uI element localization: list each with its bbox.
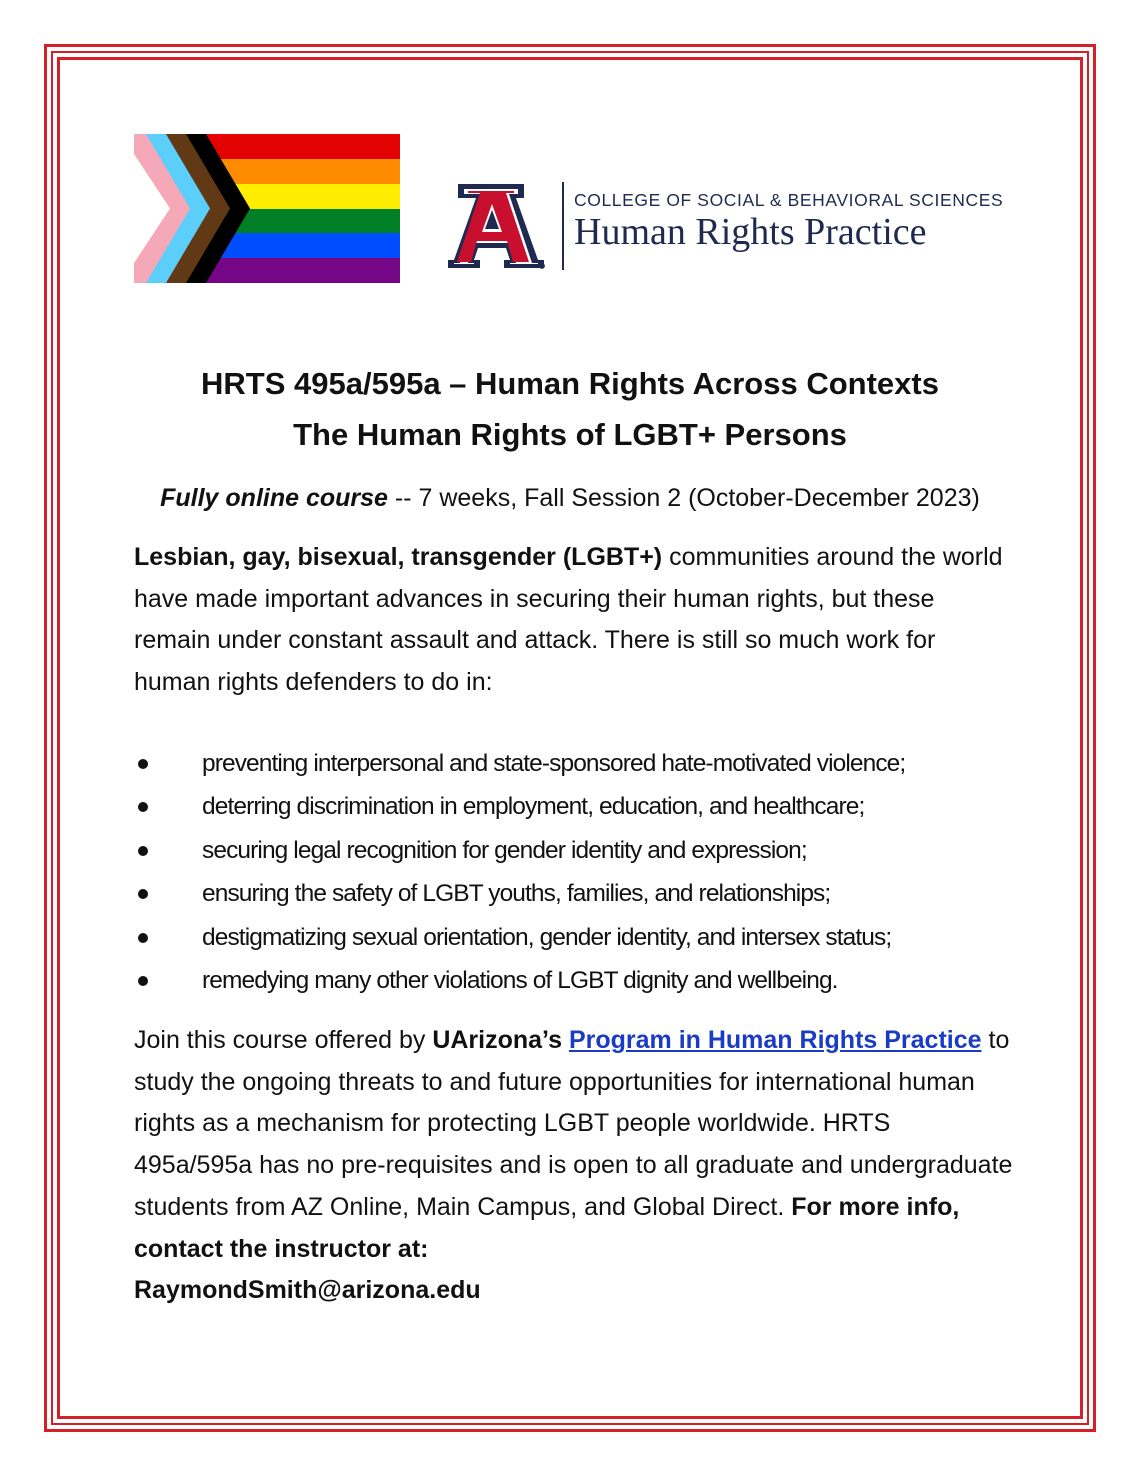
bullet-icon [138,759,148,769]
bullet-icon [138,846,148,856]
logo-divider [562,182,564,270]
closing-text-1: Join this course offered by [134,1026,433,1054]
list-item-text: destigmatizing sexual orientation, gender identity, and intersex status; [202,923,892,951]
list-item [134,829,1034,872]
list-item [134,785,1034,828]
contact-label: For more info, contact the instructor at: [134,1192,960,1263]
course-format: Fully online course [160,484,388,512]
list-item-text: preventing interpersonal and state-sponsored hate-motivated violence; [202,750,906,777]
bullet-icon [138,976,148,986]
list-item [134,742,1034,785]
intro-paragraph [134,537,1014,704]
session-details: -- 7 weeks, Fall Session 2 (October-December 2023) [387,484,980,512]
college-name: COLLEGE OF SOCIAL & BEHAVIORAL SCIENCES [574,190,1004,210]
bullet-icon [138,933,148,943]
title-line-1: HRTS 495a/595a – Human Rights Across Contexts [201,366,939,401]
closing-text-2: to study the ongoing threats to and future opportunities for international human rights as a mechanism for protecting LGBT people worldwide. HRTS 495a/595a has no pre-requisites and is open to all graduate and undergraduate students from AZ Online, Main Campus, and Global Direct. [134,1026,1013,1221]
list-item-text: ensuring the safety of LGBT youths, families, and relationships; [202,880,831,908]
session-info [60,478,1080,518]
list-item [134,959,1034,1002]
list-item-text: securing legal recognition for gender identity and expression; [202,836,807,864]
list-item [134,916,1034,959]
program-name: Human Rights Practice [574,211,927,253]
intro-bold: Lesbian, gay, bisexual, transgender (LGBT+) [134,543,663,571]
org-name: UArizona’s [432,1026,562,1054]
issues-list [134,742,1034,1002]
instructor-email[interactable]: RaymondSmith@arizona.edu [134,1276,481,1305]
title-line-2: The Human Rights of LGBT+ Persons [293,417,847,452]
course-title [60,358,1080,460]
list-item-text: deterring discrimination in employment, education, and healthcare; [202,793,865,821]
bullet-icon [138,802,148,812]
list-item [134,872,1034,915]
university-a-logo-icon [446,180,546,272]
bullet-icon [138,889,148,899]
intro-text: communities around the world have made important advances in securing their human rights, but these remain under constant assault and attack. There is still so much work for human rights defenders to do in: [134,543,1003,697]
progress-pride-flag-icon [134,134,400,283]
closing-paragraph [134,1020,1014,1312]
program-link[interactable]: Program in Human Rights Practice [568,1026,982,1054]
list-item-text: remedying many other violations of LGBT dignity and wellbeing. [202,967,838,995]
